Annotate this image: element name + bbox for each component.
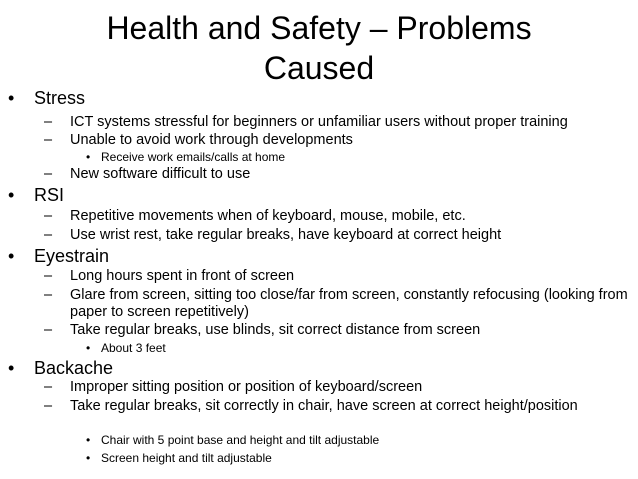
section-heading: Stress bbox=[34, 88, 86, 108]
list-item-text: Chair with 5 point base and height and tilt adjustable bbox=[101, 433, 380, 447]
bullet-dash: – bbox=[44, 322, 53, 338]
list-item-text: New software difficult to use bbox=[70, 166, 251, 182]
list-item-text: Repetitive movements when of keyboard, mouse, mobile, etc. bbox=[70, 208, 466, 224]
bullet-dash: – bbox=[44, 227, 53, 243]
bullet-dash: – bbox=[44, 132, 53, 148]
bullet-dash: – bbox=[44, 166, 53, 182]
bullet-dot: • bbox=[86, 433, 91, 447]
bullet-dash: – bbox=[44, 398, 53, 414]
list-item-text: About 3 feet bbox=[101, 341, 166, 355]
bullet-dot: • bbox=[8, 88, 15, 108]
bullet-dot: • bbox=[8, 358, 15, 378]
bullet-dash: – bbox=[44, 114, 53, 130]
section-heading: Backache bbox=[34, 358, 114, 378]
bullet-dot: • bbox=[86, 341, 91, 355]
bullet-dot: • bbox=[86, 451, 91, 465]
list-item-text: Improper sitting position or position of keyboard/screen bbox=[70, 379, 423, 395]
list-item-text: Glare from screen, sitting too close/far from screen, constantly refocusing (looking from paper to screen repetitively) bbox=[70, 287, 628, 320]
list-item-text: ICT systems stressful for beginners or unfamiliar users without proper training bbox=[70, 114, 568, 130]
title-line-1: Health and Safety – Problems bbox=[106, 10, 532, 46]
title-line-2: Caused bbox=[263, 50, 375, 86]
list-item-text: Use wrist rest, take regular breaks, have keyboard at correct height bbox=[70, 227, 502, 243]
slide-title bbox=[0, 8, 638, 88]
bullet-dash: – bbox=[44, 268, 53, 284]
list-item-text: Take regular breaks, use blinds, sit correct distance from screen bbox=[70, 322, 481, 338]
bullet-dot: • bbox=[8, 185, 15, 205]
list-item-text: Unable to avoid work through developments bbox=[70, 132, 353, 148]
bullet-dash: – bbox=[44, 208, 53, 224]
bullet-dot: • bbox=[86, 150, 91, 164]
bullet-dash: – bbox=[44, 287, 53, 303]
list-item-text: Receive work emails/calls at home bbox=[101, 150, 286, 164]
list-item-text: Long hours spent in front of screen bbox=[70, 268, 295, 284]
section-heading: Eyestrain bbox=[34, 246, 110, 266]
bullet-dash: – bbox=[44, 379, 53, 395]
list-item-text: Screen height and tilt adjustable bbox=[101, 451, 272, 465]
section-heading: RSI bbox=[34, 185, 65, 205]
list-item-text: Take regular breaks, sit correctly in chair, have screen at correct height/position bbox=[70, 398, 578, 414]
bullet-dot: • bbox=[8, 246, 15, 266]
